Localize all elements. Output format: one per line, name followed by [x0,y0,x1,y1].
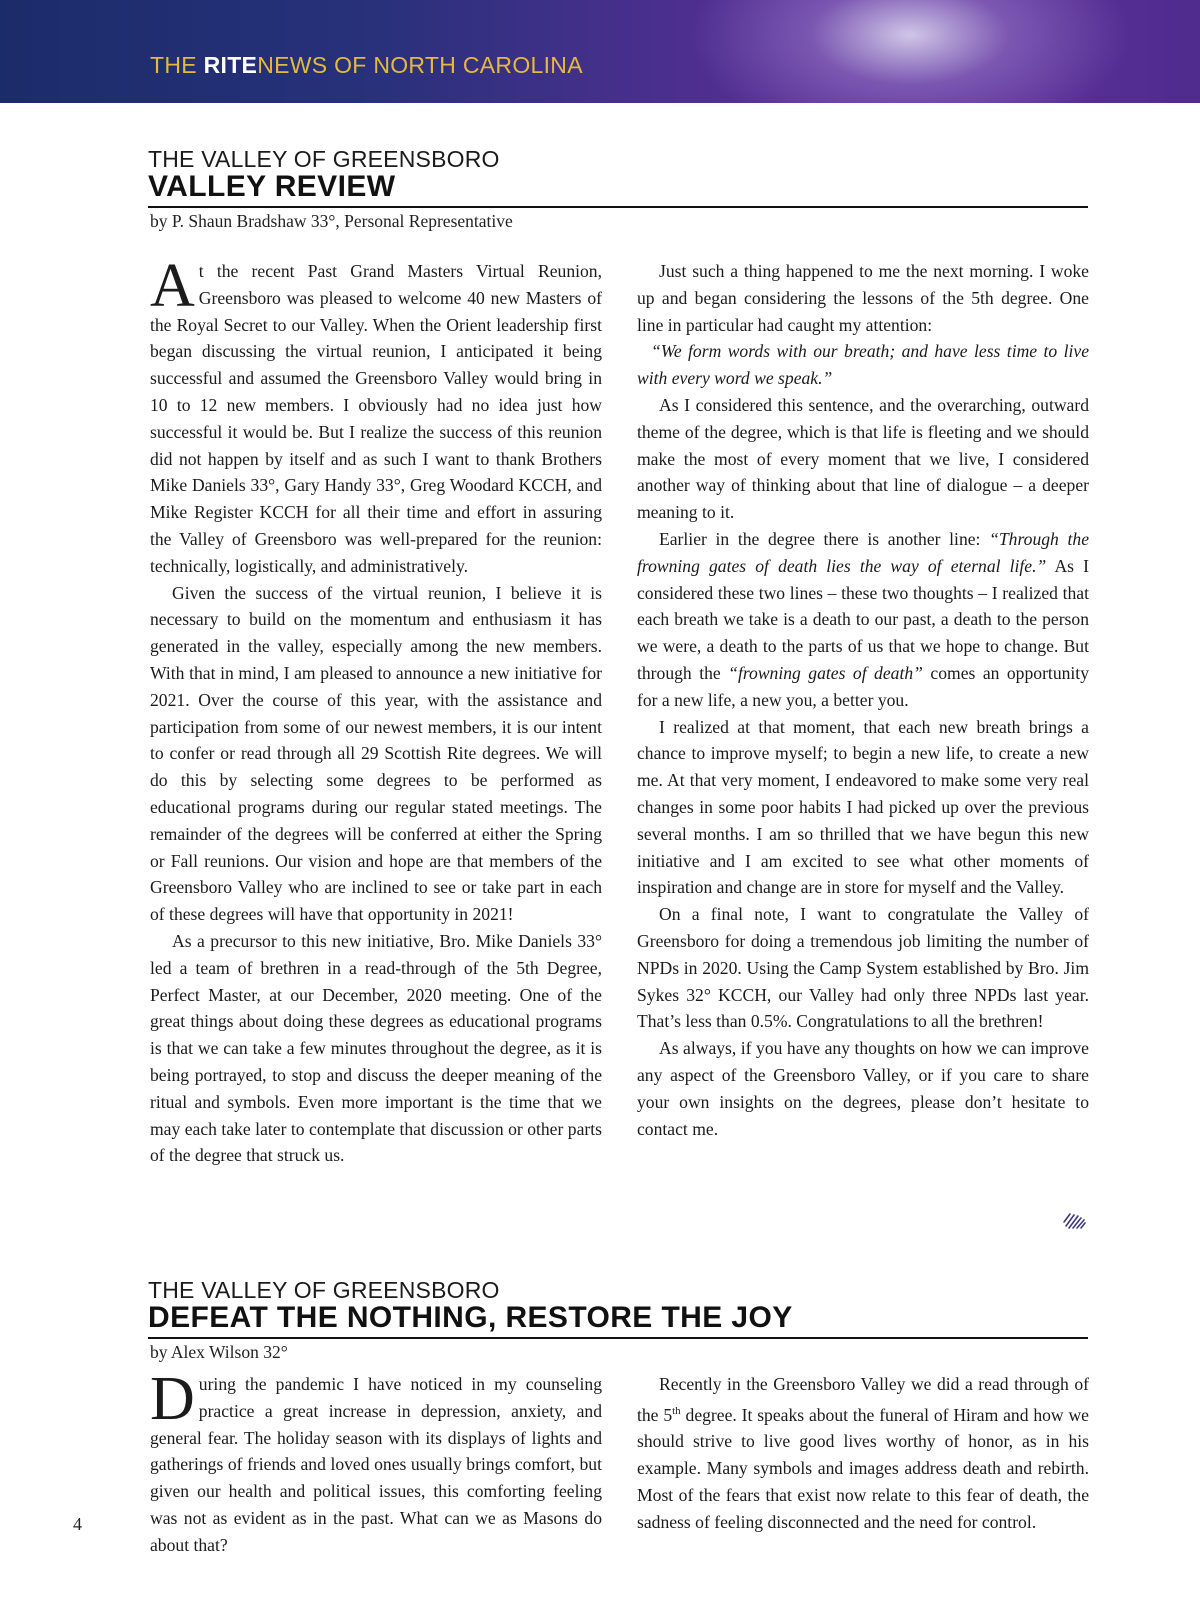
article2-column-left [150,1365,602,1559]
p6-text-b: As I considered these two lines – these two thoughts – I realized that each breath we take is a death to our past, a death to the person we were, a death to the parts of us that we hope to change. But through the [637,555,1089,683]
article2-title: DEFEAT THE NOTHING, RESTORE THE JOY [148,1301,793,1334]
article2-paragraph-2 [637,1371,1089,1536]
masthead-banner [0,0,1200,103]
dropcap-d: D [150,1365,195,1433]
article1-paragraph-3: As a precursor to this new initiative, Bro. Mike Daniels 33° led a team of brethren in a read-through of the 5th Degree, Perfect Master, at our December, 2020 meeting. One of the great things about doing these degrees as educational programs is that we can take a few minutes throughout the degree, as it is being portrayed, to stop and discuss the deeper meaning of the ritual and symbols. Even more important is the time that we may each take later to contemplate that discussion or other parts of the degree that struck us. [150,930,602,1166]
title-rest: NEWS OF NORTH CAROLINA [257,52,583,78]
a2p2-text-a: Recently in the Greensboro Valley we did a read through of the 5 [637,1374,1089,1425]
article1-column-right [637,258,1089,1142]
article1-paragraph-2: Given the success of the virtual reunion, I believe it is necessary to build on the momentum and enthusiasm it has generated in the valley, especially among the new members. With that in mind, I am pleased to announce a new initiative for 2021. Over the course of this year, with the assistance and participation from some of our newest members, it is our intent to confer or read through all 29 Scottish Rite degrees. We will do this by selecting some degrees to be performed as educational programs during our regular stated meetings. The remainder of the degrees will be conferred at either the Spring or Fall reunions. Our vision and hope are that members of the Greensboro Valley who are inclined to see or take part in each of these degrees will have that opportunity in 2021! [150,582,602,925]
article1-title: VALLEY REVIEW [148,170,396,203]
end-of-article-icon [1062,1212,1086,1230]
article1-paragraph-7: I realized at that moment, that each new breath brings a chance to improve myself; to begin a new life, to create a new me. At that very moment, I endeavored to make some very real changes in some poor habits I had picked up over the previous several months. I am so thrilled that we have begun this new initiative and I am excited to see what other moments of inspiration and change are in store for myself and the Valley. [637,716,1089,898]
title-rite: RITE [203,52,258,78]
article1-quote: “We form words with our breath; and have less time to live with every word we speak.” [637,341,1089,389]
article2-kicker: THE VALLEY OF GREENSBORO [148,1277,500,1303]
p6-text-c: comes an opportunity for a new life, a new you, a better you. [637,662,1089,710]
article2-p1-text: uring the pandemic I have noticed in my counseling practice a great increase in depression, anxiety, and general fear. The holiday season with its displays of lights and gatherings of friends and loved ones usually brings comfort, but given our health and political issues, this comforting feeling was not as evident as in the past. What can we as Masons do about that? [150,1374,602,1555]
article1-byline: by P. Shaun Bradshaw 33°, Personal Representative [150,211,513,231]
a2p2-text-b: degree. It speaks about the funeral of Hiram and how we should strive to live good lives worthy of honor, as in his example. Many symbols and images address death and rebirth. Most of the fears that exist now relate to this fear of death, the sadness of feeling disconnected and the need for control. [637,1404,1089,1532]
p6-quote: “Through the frowning gates of death lies the way of eternal life.” [637,528,1090,576]
page-number: 4 [73,1514,82,1534]
title-the: THE [150,52,197,78]
article2-byline: by Alex Wilson 32° [150,1342,288,1362]
article1-rule [148,206,1088,208]
a2p2-superscript: th [672,1404,681,1417]
article1-paragraph-1 [150,252,602,580]
article1-paragraph-5: As I considered this sentence, and the overarching, outward theme of the degree, which is that life is fleeting and we should make the most of every moment that we live, I considered another way of thinking about that line of dialogue – a deeper meaning to it. [637,394,1089,523]
article1-column-left [150,252,602,1169]
article1-paragraph-6 [637,526,1089,714]
article1-kicker: THE VALLEY OF GREENSBORO [148,146,500,172]
article2-column-right [637,1371,1089,1536]
article1-paragraph-4: Just such a thing happened to me the next morning. I woke up and began considering the lessons of the 5th degree. One line in particular had caught my attention: [637,261,1089,335]
article1-p1-text: t the recent Past Grand Masters Virtual Reunion, Greensboro was pleased to welcome 40 new Masters of the Royal Secret to our Valley. When the Orient leadership first began discussing the virtual reunion, I anticipated it being successful and assumed the Greensboro Valley would bring in 10 to 12 new members. I obviously had no idea just how successful it would be. But I realize the success of this reunion did not happen by itself and as such I want to thank Brothers Mike Daniels 33°, Gary Handy 33°, Greg Woodard KCCH, and Mike Register KCCH for all their time and effort in assuring the Valley of Greensboro was well-prepared for the reunion: technically, logistically, and administratively. [150,261,602,576]
article2-paragraph-1 [150,1365,602,1559]
article1-paragraph-8: On a final note, I want to congratulate the Valley of Greensboro for doing a tremendous job limiting the number of NPDs in 2020. Using the Camp System established by Bro. Jim Sykes 32° KCCH, our Valley had only three NPDs last year. That’s less than 0.5%. Congratulations to all the brethren! [637,904,1089,1032]
p6-text-a: Earlier in the degree there is another line: [659,528,990,549]
p6-quote-2: “frowning gates of death” [728,662,923,683]
article2-rule [148,1337,1088,1339]
publication-title [150,52,583,79]
dropcap-a: A [150,252,195,320]
article1-paragraph-9: As always, if you have any thoughts on how we can improve any aspect of the Greensboro Valley, or if you care to share your own insights on the degrees, please don’t hesitate to contact me. [637,1038,1089,1139]
